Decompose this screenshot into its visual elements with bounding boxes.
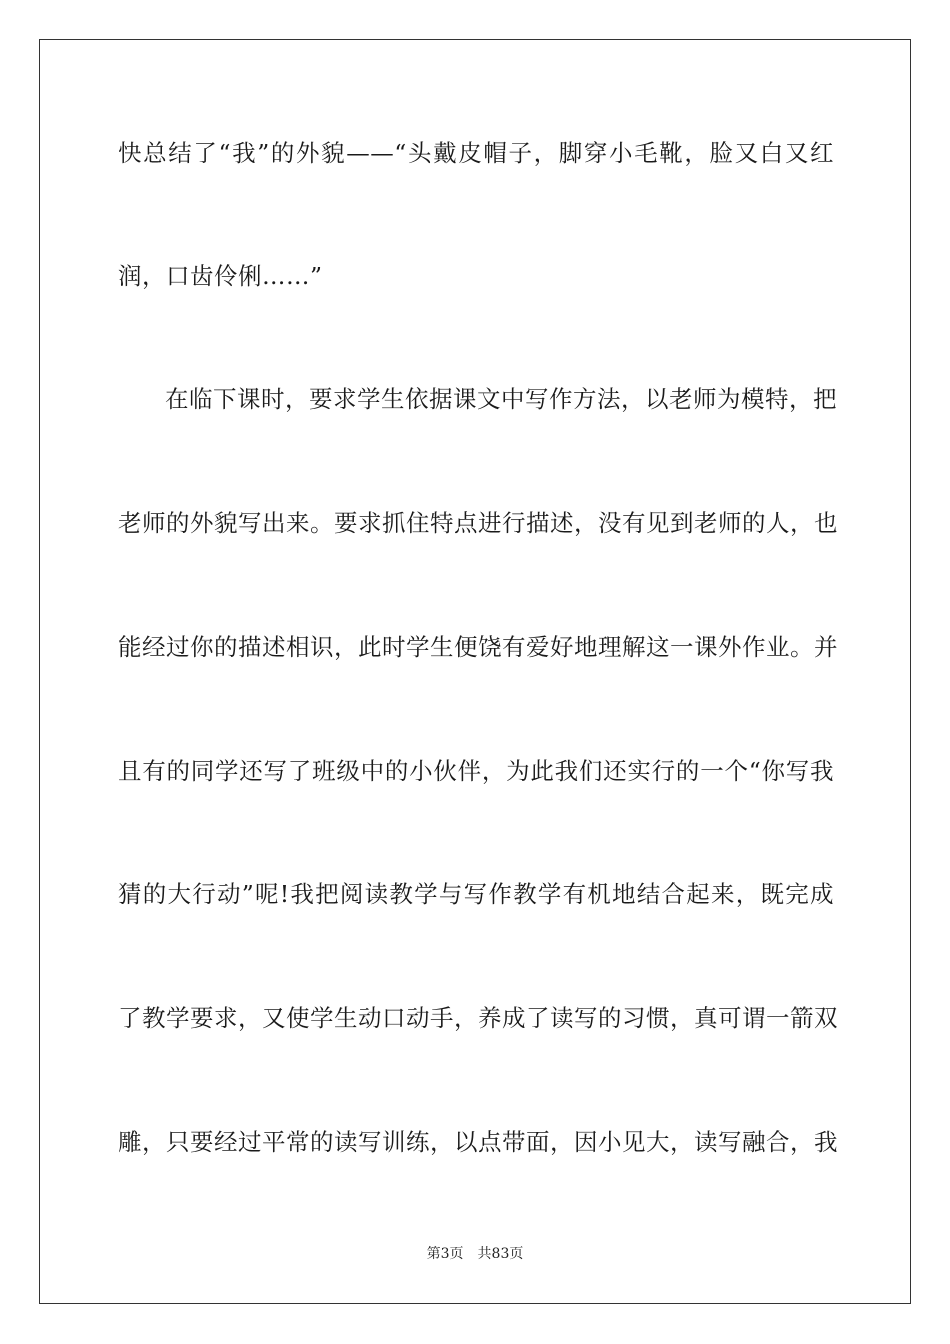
body-text-line-1: 快总结了“我”的外貌——“头戴皮帽子，脚穿小毛靴，脸又白又红 <box>118 139 834 167</box>
body-text-line-4: 老师的外貌写出来。要求抓住特点进行描述，没有见到老师的人，也 <box>118 509 838 537</box>
total-pages: 共83页 <box>477 1246 524 1262</box>
body-text-line-5: 能经过你的描述相识，此时学生便饶有爱好地理解这一课外作业。并 <box>118 633 838 661</box>
body-text-line-8: 了教学要求，又使学生动口动手，养成了读写的习惯，真可谓一箭双 <box>118 1004 838 1032</box>
body-text-line-6: 且有的同学还写了班级中的小伙伴，为此我们还实行的一个“你写我 <box>118 757 834 785</box>
page-number: 第3页 <box>426 1246 464 1262</box>
body-text-line-7: 猜的大行动”呢!我把阅读教学与写作教学有机地结合起来，既完成 <box>118 880 834 908</box>
body-text-line-9: 雕，只要经过平常的读写训练，以点带面，因小见大，读写融合，我 <box>118 1128 838 1156</box>
body-text-line-3: 在临下课时，要求学生依据课文中写作方法，以老师为模特，把 <box>165 385 837 413</box>
page-border <box>39 39 911 1304</box>
body-text-line-2: 润，口齿伶俐……” <box>118 262 323 290</box>
page-footer <box>0 1244 950 1264</box>
